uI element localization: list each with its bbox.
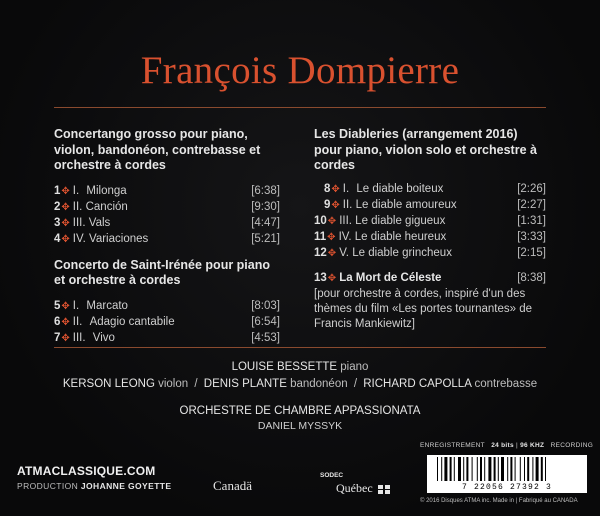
diamond-cross-icon: ✥: [61, 185, 70, 197]
diamond-cross-icon: ✥: [331, 183, 340, 195]
players-credit: [0, 378, 600, 390]
fleur-de-lis-flag-icon: [378, 485, 390, 494]
quebec-wordmark: Québec: [336, 481, 373, 495]
right-column: [314, 127, 546, 332]
diamond-cross-icon: ✥: [327, 247, 337, 259]
track-6[interactable]: [54, 314, 280, 330]
top-divider: [54, 107, 546, 108]
track-3[interactable]: [54, 215, 280, 231]
track-11[interactable]: [314, 229, 546, 245]
track-name: Adagio cantabile: [89, 315, 175, 328]
movement: II.: [72, 200, 83, 213]
track-8[interactable]: [324, 181, 546, 197]
track-7[interactable]: [54, 330, 280, 346]
barcode-number: 7 22056 27392 3: [427, 483, 587, 492]
copyright: © 2016 Disques ATMA inc. Made in | Fabriqué au CANADA: [420, 498, 578, 504]
movement: V.: [339, 246, 349, 259]
track-number: 6: [54, 315, 61, 328]
track-number: 3: [54, 216, 61, 229]
track-name: Milonga: [86, 184, 127, 197]
track-13-note: [pour orchestre à cordes, inspiré d'un des thèmes du film «Les portes tournantes» de Francis Mankiewitz]: [314, 287, 532, 330]
movement: I.: [342, 182, 350, 195]
movement: III.: [72, 331, 86, 344]
diamond-cross-icon: ✥: [61, 233, 70, 245]
track-time: [6:38]: [251, 184, 280, 197]
diamond-cross-icon: ✥: [61, 332, 70, 344]
track-name: Vivo: [92, 331, 115, 344]
quebec-logo: [336, 481, 390, 496]
movement: II.: [72, 315, 83, 328]
track-time: [9:30]: [251, 200, 280, 213]
track-5[interactable]: [54, 298, 280, 314]
player-name: KERSON LEONG: [62, 378, 155, 390]
track-time: [1:31]: [517, 214, 546, 227]
barcode: [427, 455, 587, 493]
soloist-name: LOUISE BESSETTE: [231, 361, 338, 373]
track-12[interactable]: [314, 245, 546, 261]
movement: III.: [339, 214, 352, 227]
diamond-cross-icon: ✥: [61, 201, 70, 213]
middle-divider: [54, 347, 546, 348]
credit-separator: /: [353, 378, 358, 390]
track-name: Canción: [85, 200, 128, 213]
track-name: Le diable amoureux: [355, 198, 457, 211]
sample-rate: 96 KHZ: [520, 442, 545, 449]
player-name: RICHARD CAPOLLA: [363, 378, 472, 390]
track-number: 4: [54, 232, 61, 245]
production-credit: [17, 481, 171, 491]
tech-label: ENREGISTREMENT: [420, 442, 485, 449]
diamond-cross-icon: ✥: [61, 316, 70, 328]
track-name: Variaciones: [89, 232, 149, 245]
track-time: [2:26]: [517, 182, 546, 195]
producer-name: JOHANNE GOYETTE: [80, 481, 172, 491]
track-10[interactable]: [314, 213, 546, 229]
track-name: Le diable gigueux: [355, 214, 446, 227]
track-1[interactable]: [54, 183, 280, 199]
track-time: [4:47]: [251, 216, 280, 229]
soloist-credit: [0, 361, 600, 373]
credit-separator: /: [194, 378, 198, 390]
conductor-credit: DANIEL MYSSYK: [257, 420, 343, 432]
track-number: 1: [54, 184, 61, 197]
diamond-cross-icon: ✥: [327, 272, 337, 284]
work-title-concertango: Concertango grosso pour piano, violon, bandonéon, contrebasse et orchestre à cordes: [54, 127, 261, 172]
website-link[interactable]: ATMACLASSIQUE.COM: [17, 464, 156, 478]
diamond-cross-icon: ✥: [327, 215, 337, 227]
track-time: [8:03]: [251, 299, 280, 312]
soloist-role: piano: [340, 361, 369, 373]
track-number: 8: [324, 182, 331, 195]
recording-specs: ENREGISTREMENT 24 bits | 96 KHZ RECORDING: [420, 442, 594, 449]
track-number: 9: [324, 198, 331, 211]
player-role: bandonéon: [290, 378, 348, 390]
track-time: [2:27]: [517, 198, 546, 211]
track-9[interactable]: [324, 197, 546, 213]
track-number: 2: [54, 200, 61, 213]
diamond-cross-icon: ✥: [331, 199, 340, 211]
work-title-diableries: Les Diableries (arrangement 2016) pour piano, violon solo et orchestre à cordes: [314, 127, 537, 172]
track-name: Marcato: [86, 299, 128, 312]
movement: IV.: [72, 232, 86, 245]
movement: I.: [72, 299, 80, 312]
left-column: [54, 127, 280, 346]
canada-logo: [213, 478, 252, 494]
track-number: 12: [314, 246, 327, 259]
track-time: [3:33]: [517, 230, 546, 243]
track-time: [6:54]: [251, 315, 280, 328]
movement: III.: [72, 216, 86, 229]
track-13[interactable]: [314, 270, 546, 286]
player-role: violon: [158, 378, 189, 390]
orchestra-credit: ORCHESTRE DE CHAMBRE APPASSIONATA: [179, 405, 421, 417]
track-time: [5:21]: [251, 232, 280, 245]
track-name: Le diable heureux: [354, 230, 447, 243]
track-time: [2:15]: [517, 246, 546, 259]
track-2[interactable]: [54, 199, 280, 215]
work-title-saint-irenee: Concerto de Saint-Irénée pour piano et orchestre à cordes: [54, 257, 270, 287]
track-4[interactable]: [54, 231, 280, 247]
track-number: 11: [314, 230, 327, 243]
player-role: contrebasse: [474, 378, 538, 390]
track-number: 13: [314, 271, 327, 284]
diamond-cross-icon: ✥: [61, 217, 70, 229]
track-name: Le diable boiteux: [356, 182, 444, 195]
track-name: La Mort de Céleste: [339, 271, 442, 284]
movement: IV.: [338, 230, 352, 243]
track-name: Vals: [88, 216, 111, 229]
bit-depth: 24 bits: [491, 442, 514, 449]
diamond-cross-icon: ✥: [327, 231, 336, 243]
track-number: 7: [54, 331, 61, 344]
track-name: Le diable grincheux: [352, 246, 452, 259]
track-number: 10: [314, 214, 327, 227]
player-name: DENIS PLANTE: [203, 378, 287, 390]
track-number: 5: [54, 299, 61, 312]
sodec-logo: SODEC: [320, 472, 344, 479]
recording-label: RECORDING: [550, 442, 594, 449]
track-time: [4:53]: [251, 331, 280, 344]
diamond-cross-icon: ✥: [61, 300, 70, 312]
production-label: PRODUCTION: [17, 481, 79, 491]
track-time: [8:38]: [517, 271, 546, 284]
canada-wordmark: Canadä: [213, 478, 252, 493]
composer-name: François Dompierre: [140, 49, 460, 92]
movement: I.: [72, 184, 80, 197]
movement: II.: [342, 198, 353, 211]
